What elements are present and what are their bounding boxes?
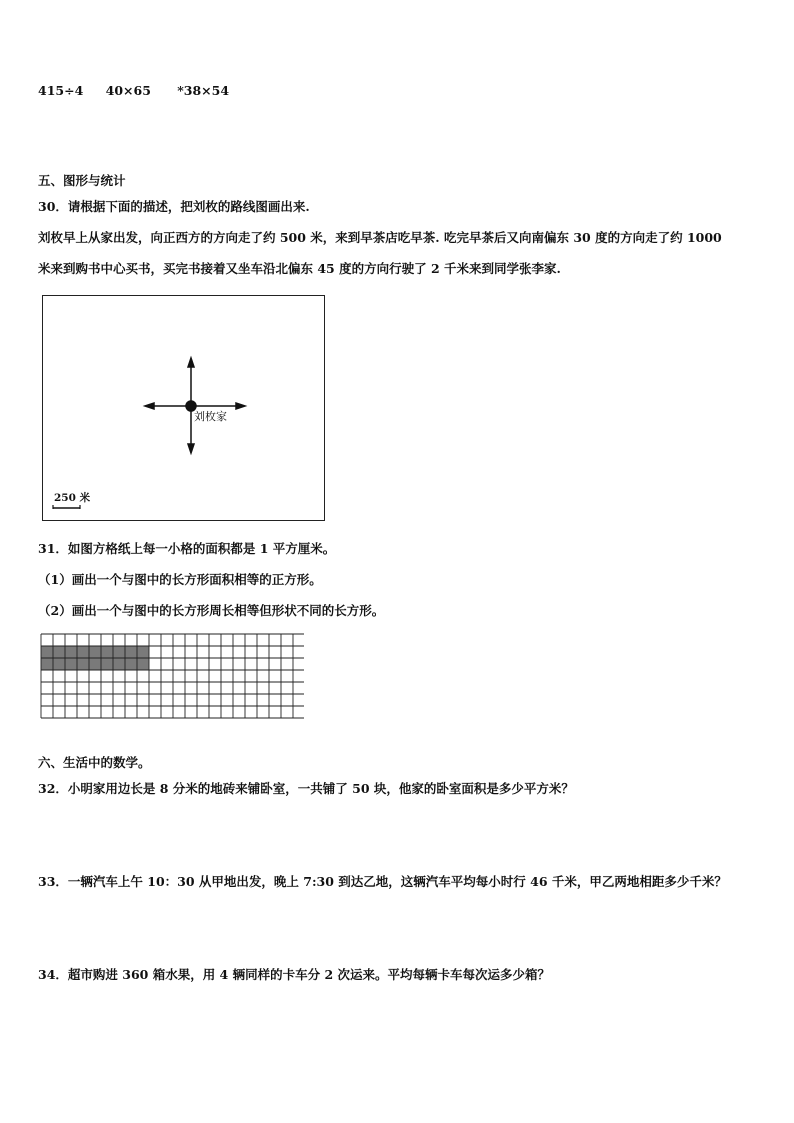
q34-text: 34．超市购进 360 箱水果，用 4 辆同样的卡车分 2 次运来。平均每辆卡车每次运多少箱？ [38, 967, 550, 982]
calc-item-2: 40×65 [105, 83, 151, 98]
q31-part2: （2）画出一个与图中的长方形周长相等但形状不同的长方形。 [38, 603, 385, 618]
section5-title: 五、图形与统计 [38, 173, 126, 188]
q32-text: 32．小明家用边长是 8 分米的地砖来铺卧室，一共铺了 50 块，他家的卧室面积是多少平方米？ [38, 781, 574, 796]
arrow-east-icon [236, 403, 245, 409]
q30-stem: 30．请根据下面的描述，把刘枚的路线图画出来. [38, 199, 310, 214]
q31-part1: （1）画出一个与图中的长方形面积相等的正方形。 [38, 572, 322, 587]
scale-label: 250 米 [54, 492, 91, 504]
square-grid [40, 633, 304, 747]
calc-item-3: *38×54 [177, 83, 230, 98]
section6-title: 六、生活中的数学。 [38, 755, 151, 770]
arrow-west-icon [145, 403, 154, 409]
arrow-south-icon [188, 444, 194, 453]
q30-desc-line2: 米来到购书中心买书，买完书接着又坐车沿北偏东 45 度的方向行驶了 2 千米来到同学张李家. [38, 261, 561, 276]
arrow-north-icon [188, 358, 194, 367]
q30-desc-line1: 刘枚早上从家出发，向正西方的方向走了约 500 米，来到早茶店吃早茶. 吃完早茶后又向南偏东 30 度的方向走了约 1000 [38, 230, 722, 245]
q31-stem: 31．如图方格纸上每一小格的面积都是 1 平方厘米。 [38, 541, 336, 556]
q33-text: 33．一辆汽车上午 10：30 从甲地出发，晚上 7:30 到达乙地，这辆汽车平均每小时行 46 千米，甲乙两地相距多少千米？ [38, 874, 727, 889]
route-map-frame [42, 295, 325, 521]
calc-row [38, 83, 229, 99]
route-map [43, 296, 326, 522]
home-label: 刘枚家 [194, 410, 227, 423]
calc-item-1: 415÷4 [38, 83, 84, 98]
